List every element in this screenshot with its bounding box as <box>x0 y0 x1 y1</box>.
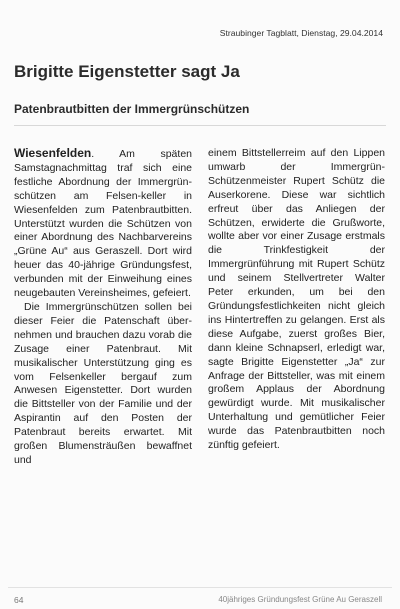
left-paragraph-2: Die Immergrünschützen sollen bei dieser Feier die Patenschaft über-nehmen und brauchen dazu vorab die Zusage einer Patenbraut. Mit musikalischer Unterstützung ging es vom Felsenkeller bergauf zum Anwesen Eigenstetter. Dort wurden die Bittsteller von der Familie und der Aspirantin auf den Posten der Patenbraut bereits erwartet. Mit großen Blumensträußen bewaffnet und <box>14 300 192 466</box>
article-column-right <box>208 147 385 453</box>
article-column-left <box>14 147 192 468</box>
article-subheadline: Patenbrautbitten der Immergrünschützen <box>14 102 250 116</box>
page-number: 64 <box>14 595 24 605</box>
article-headline: Brigitte Eigenstetter sagt Ja <box>14 62 240 81</box>
footer-divider <box>8 587 392 588</box>
left-paragraph-1 <box>14 147 192 301</box>
source-line: Straubinger Tagblatt, Dienstag, 29.04.2014 <box>219 28 383 38</box>
header-divider <box>14 125 386 126</box>
dateline: Wiesenfelden <box>14 146 92 160</box>
right-paragraph-1: einem Bittstellerreim auf den Lippen umwarb der Immergrün-Schützenmeister Rupert Schütz die Auserkorene. Diese war sichtlich erfreut über das Anliegen der Schützen, erwiderte die Grußworte, wollte aber vor einer Zusage erstmals die Trinkfestigkeit der Immergrünführung mit Rupert Schütz und seinem Stellvertreter Walter Peter erkunden, um bei den Gründungsfestlichkeiten nicht gleich ins Hintertreffen zu gelangen. Erst als diese Aufgabe, zuerst großes Bier, dann kleine Schnapserl, erledigt war, sagte Brigitte Eigenstetter „Ja“ zur Anfrage der Bittsteller, was mit einem großem Applaus der Abordnung gewürdigt wurde. Mit musikalischer Unterhaltung und gemütlicher Feier wurde das Patenbrautbitten noch zünftig gefeiert. <box>208 147 385 452</box>
left-paragraph-1-text: . Am späten Samstagnachmittag traf sich eine festliche Abordnung der Immergrün-schützen am Felsen-keller in Wiesenfelden zum Patenbrautbitten. Unterstützt wurden die Schützen von einer Abordnung des Nachbarvereins „Grüne Au“ aus Geraszell. Dort wird heuer das 40-jährige Gründungsfest, verbunden mit der Einweihung eines neugebauten Vereinsheimes, gefeiert. <box>14 148 192 300</box>
footer-title: 40jähriges Gründungsfest Grüne Au Geraszell <box>218 595 382 604</box>
